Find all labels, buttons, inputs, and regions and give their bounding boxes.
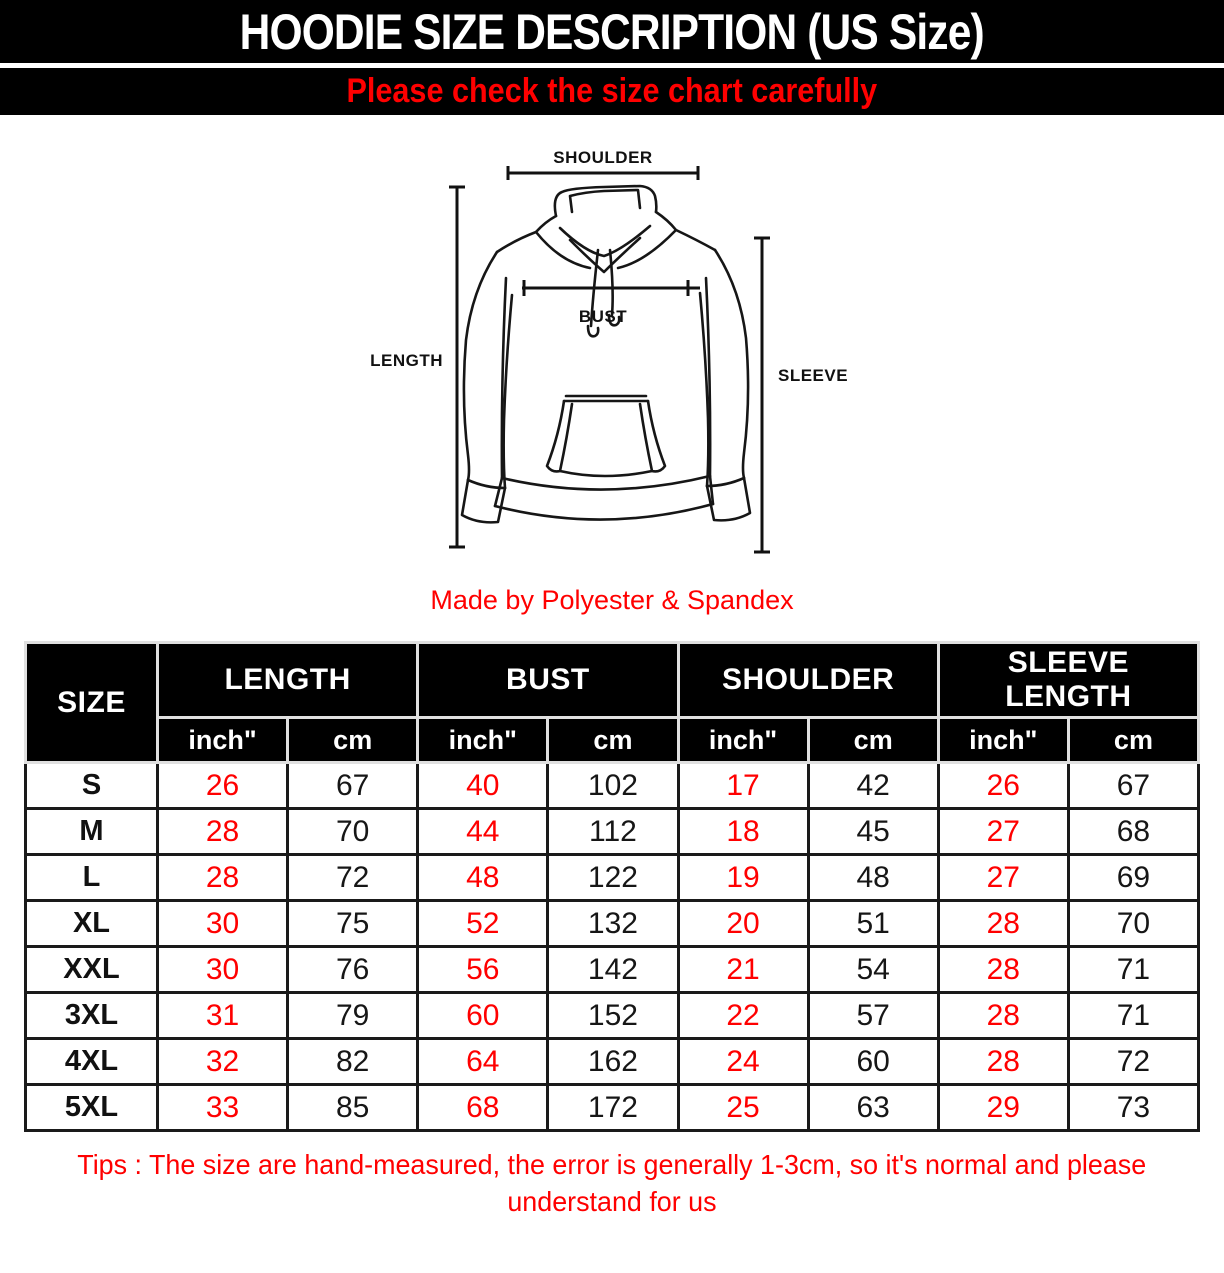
cell-shoulder-inch: 17	[678, 763, 808, 809]
unit-header-cm: cm	[288, 718, 418, 763]
cell-sleeve-inch: 28	[938, 901, 1068, 947]
sleeve-length-label: SLEEVE LENGTH	[1005, 646, 1132, 713]
size-cell: 4XL	[26, 1039, 158, 1085]
cell-bust-cm: 132	[548, 901, 678, 947]
cell-bust-inch: 48	[418, 855, 548, 901]
cell-bust-inch: 68	[418, 1085, 548, 1131]
cell-sleeve-cm: 69	[1068, 855, 1198, 901]
cell-sleeve-cm: 71	[1068, 947, 1198, 993]
cell-bust-inch: 64	[418, 1039, 548, 1085]
cell-length-cm: 76	[288, 947, 418, 993]
cell-length-cm: 82	[288, 1039, 418, 1085]
size-cell: XXL	[26, 947, 158, 993]
col-header-length: LENGTH	[158, 643, 418, 718]
cell-length-inch: 31	[158, 993, 288, 1039]
table-row	[26, 1085, 1199, 1131]
bust-measure-line	[522, 280, 700, 296]
table-row	[26, 947, 1199, 993]
cell-bust-cm: 102	[548, 763, 678, 809]
size-cell: 5XL	[26, 1085, 158, 1131]
size-table	[24, 641, 1200, 1132]
unit-header-cm: cm	[1068, 718, 1198, 763]
cell-shoulder-cm: 54	[808, 947, 938, 993]
hood-outline	[536, 186, 676, 272]
cell-length-inch: 33	[158, 1085, 288, 1131]
unit-header-cm: cm	[808, 718, 938, 763]
cell-bust-cm: 152	[548, 993, 678, 1039]
cell-shoulder-inch: 19	[678, 855, 808, 901]
cell-length-cm: 70	[288, 809, 418, 855]
cell-bust-cm: 122	[548, 855, 678, 901]
tips-line-1: Tips : The size are hand-measured, the error is generally 1-3cm, so it's normal and please	[77, 1149, 1147, 1180]
hem-band	[495, 476, 713, 520]
cell-length-inch: 28	[158, 809, 288, 855]
cell-length-cm: 72	[288, 855, 418, 901]
cell-length-cm: 67	[288, 763, 418, 809]
cell-sleeve-cm: 73	[1068, 1085, 1198, 1131]
cell-shoulder-inch: 21	[678, 947, 808, 993]
measurement-diagram	[0, 130, 1224, 615]
cell-bust-inch: 56	[418, 947, 548, 993]
shoulder-seams	[497, 230, 715, 252]
length-measure-line	[449, 187, 465, 547]
cell-shoulder-cm: 60	[808, 1039, 938, 1085]
tips-note	[0, 1146, 1224, 1220]
cell-shoulder-inch: 22	[678, 993, 808, 1039]
subtitle-banner	[0, 68, 1224, 115]
cell-shoulder-cm: 57	[808, 993, 938, 1039]
cell-sleeve-inch: 29	[938, 1085, 1068, 1131]
col-header-sleeve-length	[938, 643, 1198, 718]
tips-line-2: understand for us	[507, 1186, 717, 1217]
cell-shoulder-cm: 51	[808, 901, 938, 947]
cell-sleeve-inch: 28	[938, 1039, 1068, 1085]
bust-label: BUST	[578, 307, 628, 326]
table-row	[26, 809, 1199, 855]
cell-length-inch: 32	[158, 1039, 288, 1085]
cell-sleeve-inch: 26	[938, 763, 1068, 809]
subtitle-text: Please check the size chart carefully	[346, 72, 878, 110]
table-row	[26, 993, 1199, 1039]
table-row	[26, 763, 1199, 809]
size-table-header	[26, 643, 1199, 763]
cell-sleeve-inch: 28	[938, 993, 1068, 1039]
cell-bust-cm: 112	[548, 809, 678, 855]
size-cell: 3XL	[26, 993, 158, 1039]
cell-bust-inch: 60	[418, 993, 548, 1039]
unit-header-inch: inch"	[418, 718, 548, 763]
unit-header-inch: inch"	[678, 718, 808, 763]
col-header-size: SIZE	[26, 643, 158, 763]
cell-length-cm: 85	[288, 1085, 418, 1131]
cell-length-cm: 79	[288, 993, 418, 1039]
unit-header-row	[26, 718, 1199, 763]
size-cell: L	[26, 855, 158, 901]
cell-length-inch: 30	[158, 947, 288, 993]
cell-length-inch: 30	[158, 901, 288, 947]
col-header-shoulder: SHOULDER	[678, 643, 938, 718]
cell-sleeve-cm: 67	[1068, 763, 1198, 809]
size-cell: M	[26, 809, 158, 855]
title-banner	[0, 0, 1224, 63]
cell-shoulder-inch: 25	[678, 1085, 808, 1131]
cell-shoulder-cm: 48	[808, 855, 938, 901]
unit-header-inch: inch"	[158, 718, 288, 763]
table-row	[26, 901, 1199, 947]
cell-length-cm: 75	[288, 901, 418, 947]
hoodie-line-art	[462, 186, 750, 522]
cell-sleeve-cm: 72	[1068, 1039, 1198, 1085]
size-table-body	[26, 763, 1199, 1131]
cell-sleeve-cm: 70	[1068, 901, 1198, 947]
cell-sleeve-inch: 27	[938, 809, 1068, 855]
table-row	[26, 855, 1199, 901]
table-row	[26, 1039, 1199, 1085]
col-header-bust: BUST	[418, 643, 678, 718]
material-caption: Made by Polyester & Spandex	[430, 585, 794, 615]
sleeve-label: SLEEVE	[778, 366, 849, 385]
cell-bust-cm: 142	[548, 947, 678, 993]
cell-shoulder-cm: 45	[808, 809, 938, 855]
cell-length-inch: 26	[158, 763, 288, 809]
cell-sleeve-inch: 28	[938, 947, 1068, 993]
cell-sleeve-cm: 68	[1068, 809, 1198, 855]
cell-shoulder-cm: 42	[808, 763, 938, 809]
length-label: LENGTH	[370, 351, 443, 370]
cell-shoulder-inch: 18	[678, 809, 808, 855]
unit-header-cm: cm	[548, 718, 678, 763]
group-header-row	[26, 643, 1199, 718]
unit-header-inch: inch"	[938, 718, 1068, 763]
cell-bust-cm: 172	[548, 1085, 678, 1131]
sleeve-measure-line	[754, 238, 770, 552]
cell-bust-inch: 40	[418, 763, 548, 809]
cell-shoulder-inch: 24	[678, 1039, 808, 1085]
size-cell: S	[26, 763, 158, 809]
cell-bust-inch: 52	[418, 901, 548, 947]
kangaroo-pocket	[547, 396, 665, 476]
cell-bust-inch: 44	[418, 809, 548, 855]
size-cell: XL	[26, 901, 158, 947]
cell-length-inch: 28	[158, 855, 288, 901]
hoodie-diagram-svg	[0, 130, 1224, 585]
cell-shoulder-cm: 63	[808, 1085, 938, 1131]
cell-bust-cm: 162	[548, 1039, 678, 1085]
cell-sleeve-inch: 27	[938, 855, 1068, 901]
cell-sleeve-cm: 71	[1068, 993, 1198, 1039]
cell-shoulder-inch: 20	[678, 901, 808, 947]
shoulder-measure-line	[508, 166, 698, 180]
page-title: HOODIE SIZE DESCRIPTION (US Size)	[239, 3, 985, 60]
shoulder-label: SHOULDER	[553, 148, 653, 167]
